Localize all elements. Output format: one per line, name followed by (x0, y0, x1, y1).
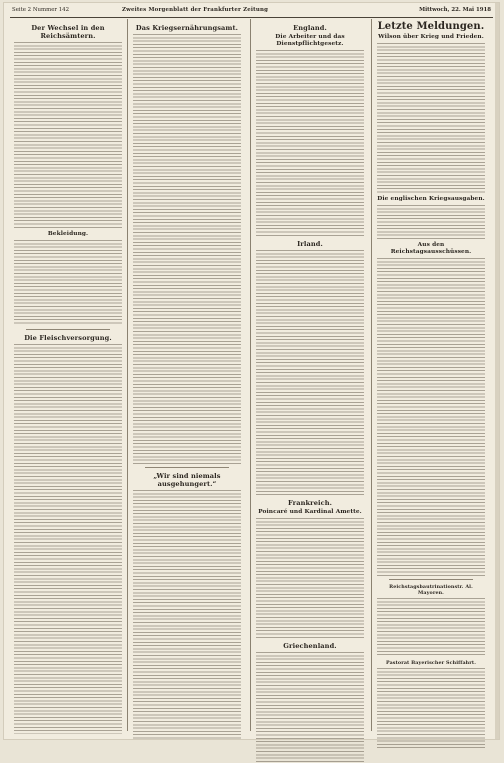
article-body (377, 258, 485, 576)
section-rule (145, 467, 229, 468)
column-4 (377, 20, 485, 749)
article-body (256, 50, 364, 236)
column-divider (250, 19, 251, 731)
column-divider (371, 19, 372, 731)
article-heading: Irland. (297, 240, 323, 248)
issue-date: Mittwoch, 22. Mai 1918 (419, 7, 491, 13)
article-heading: „Wir sind niemals ausgehungert.“ (153, 472, 221, 488)
section-subtitle: Wilson über Krieg und Frieden. (378, 34, 484, 40)
article-body (14, 240, 122, 326)
article-body (256, 250, 364, 495)
column-3 (256, 20, 364, 763)
article-heading: Griechenland. (283, 642, 337, 650)
article-heading: Die englischen Kriegsausgaben. (377, 196, 485, 202)
article-body (256, 518, 364, 638)
article-heading: Das Kriegsernährungsamt. (135, 24, 239, 32)
column-divider (127, 19, 128, 731)
page-number: Seite 2 Nummer 142 (12, 7, 70, 13)
column-2 (133, 20, 241, 741)
section-title: Letzte Meldungen. (377, 21, 485, 32)
article-body (14, 344, 122, 734)
article-heading: Bekleidung. (47, 231, 89, 237)
section-rule (26, 329, 110, 330)
article-heading: Die Arbeiter und das Dienstpflichtgesetz. (275, 34, 345, 47)
article-heading: England. (293, 24, 327, 32)
page-header (4, 3, 499, 17)
article-heading: Pastorat Bayerischer Schiffahrt. (386, 660, 476, 666)
page-edge (495, 3, 499, 739)
article-heading: Frankreich. (287, 499, 333, 507)
article-heading: Poincaré und Kardinal Amette. (258, 509, 362, 515)
article-heading: Der Wechsel in den Reichsämtern. (31, 24, 105, 40)
masthead: Zweites Morgenblatt der Frankfurter Zeitung (122, 7, 269, 13)
article-body (14, 42, 122, 230)
newspaper-page (4, 3, 499, 739)
article-body (133, 490, 241, 740)
article-body (256, 652, 364, 762)
article-heading: Reichstagsbautrinationstr. Al. Mayoren. (389, 584, 473, 596)
article-body (377, 43, 485, 195)
article-body (133, 34, 241, 464)
header-rule (10, 17, 493, 18)
article-body (377, 598, 485, 656)
column-1 (14, 20, 122, 735)
article-heading: Aus den Reichstagsausschüssen. (390, 242, 472, 255)
article-body (377, 205, 485, 241)
article-heading: Die Fleischversorgung. (24, 334, 112, 342)
article-body (377, 668, 485, 748)
section-rule (389, 579, 473, 580)
